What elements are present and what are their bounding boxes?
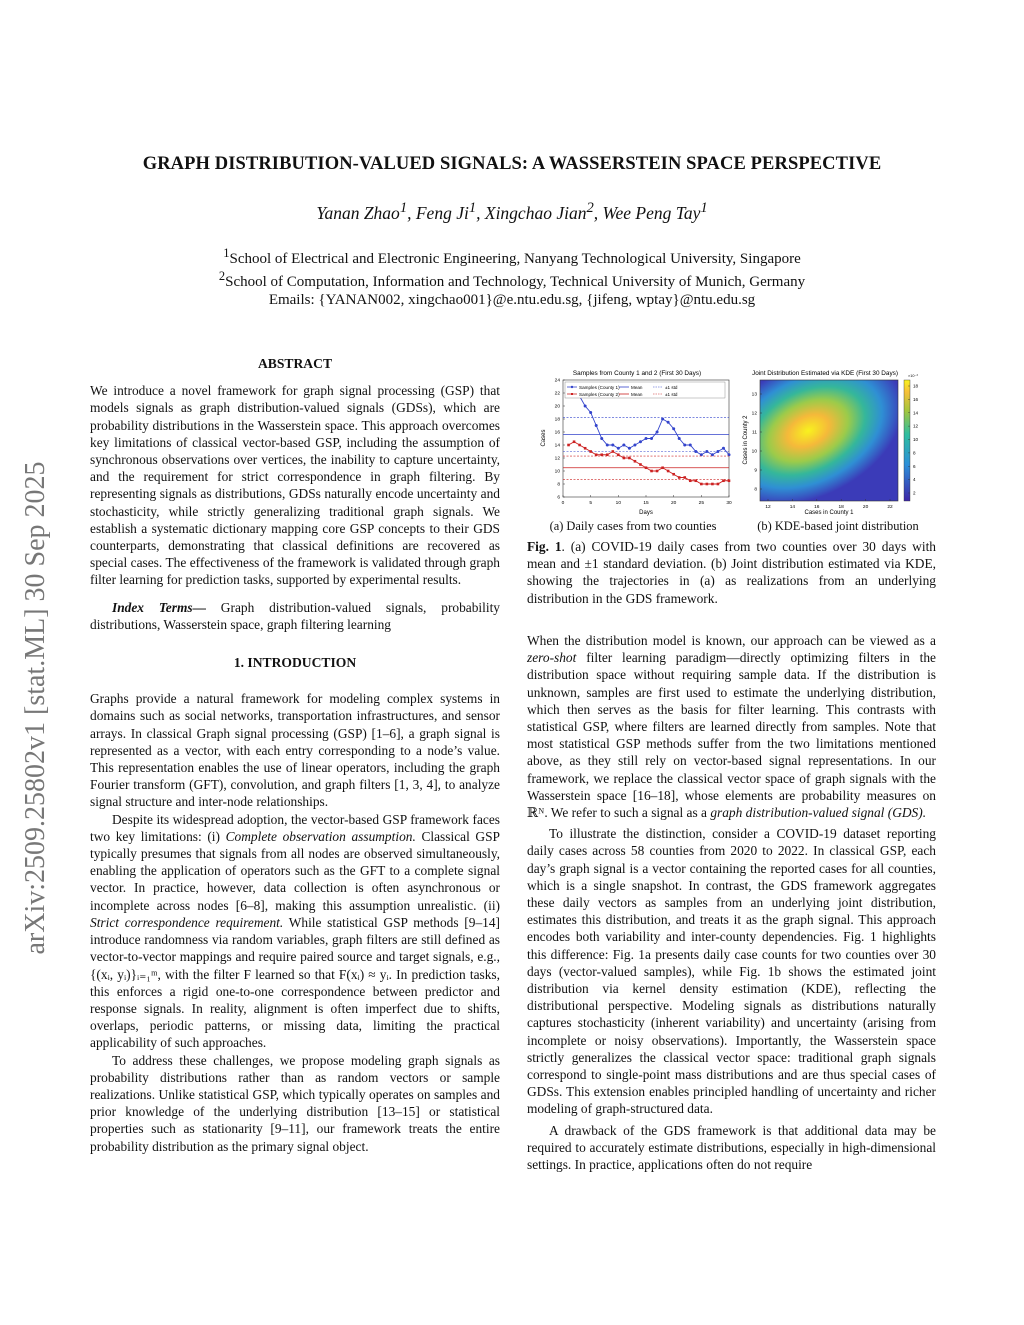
data-point bbox=[656, 431, 659, 434]
y-tick-label: 13 bbox=[751, 392, 757, 398]
data-point bbox=[689, 479, 692, 482]
colorbar-tick-label: 4 bbox=[913, 477, 916, 483]
data-point bbox=[628, 457, 631, 460]
legend-entry: ±1 std bbox=[665, 392, 678, 397]
intro-paragraph: Despite its widespread adoption, the vector-based GSP framework faces two key limitations: (i) Complete observation assumption. Classical GSP typically presumes that signals from all nodes are observed simultaneously, enabling the application of operators such as the GFT to a complete signal vector. In practice, however, data collection is often asynchronous or incomplete across nodes [6–8], making this assumption unrealistic. (ii) Strict correspondence requirement. While statistical GSP methods [9–14] introduce randomness via random variables, graph filters are still defined as vector-to-vector mappings and require paired source and target signals, e.g., {(xᵢ, yᵢ)}ᵢ₌₁ᵐ, with the filter F learned so that F(xᵢ) ≈ yᵢ. In prediction tasks, this enforces a rigid one-to-one correspondence between predictor and response signals. In reality, alignment is often imperfect due to shifts, overlaps, periodic patterns, or missing data, limiting the practical applicability of such approaches. bbox=[90, 811, 500, 1051]
data-point bbox=[628, 447, 631, 450]
data-point bbox=[600, 437, 603, 440]
data-point bbox=[589, 450, 592, 453]
y-tick-label: 14 bbox=[554, 443, 560, 449]
chart-a bbox=[533, 366, 733, 516]
chart-b bbox=[738, 366, 938, 516]
affiliation: $^2$School of Computation, Information and Technology, Technical University of Munich, Germany bbox=[218, 269, 806, 290]
colorbar bbox=[904, 380, 910, 501]
data-point bbox=[617, 453, 620, 456]
x-tick-label: 5 bbox=[589, 501, 593, 506]
chart-b-ylabel: Cases in County 2 bbox=[743, 415, 749, 465]
series-line bbox=[569, 442, 729, 484]
author: Feng Ji bbox=[415, 202, 469, 223]
data-point bbox=[672, 473, 675, 476]
y-tick-label: 16 bbox=[554, 430, 560, 436]
colorbar-tick-label: 18 bbox=[913, 383, 919, 389]
y-tick-label: 10 bbox=[751, 449, 757, 455]
y-tick-label: 6 bbox=[557, 495, 560, 501]
figure-caption: Fig. 1. (a) COVID-19 daily cases from two counties over 30 days with mean and ±1 standard deviation. (b) Joint distribution estimated via KDE, showing the trajectories in (a) as realizations from an underlying distribution in the GDS framework. bbox=[527, 539, 936, 606]
data-point bbox=[617, 447, 620, 450]
chart-a-ylabel: Cases bbox=[541, 429, 547, 447]
colorbar-tick-label: 10 bbox=[913, 437, 919, 443]
colorbar-tick-label: 16 bbox=[913, 396, 919, 402]
y-tick-label: 8 bbox=[754, 487, 757, 493]
author: Yanan Zhao bbox=[316, 202, 400, 223]
colorbar-tick-label: 12 bbox=[913, 423, 919, 429]
data-point bbox=[689, 444, 692, 447]
colorbar-tick-label: 2 bbox=[913, 490, 916, 496]
author: Wee Peng Tay bbox=[602, 202, 701, 223]
y-tick-label: 8 bbox=[557, 482, 560, 488]
data-point bbox=[622, 444, 625, 447]
y-tick-label: 12 bbox=[751, 411, 757, 417]
data-point bbox=[683, 476, 686, 479]
intro-paragraph: Graphs provide a natural framework for modeling complex systems in domains such as social networks, transportation infrastructures, and sensor arrays. In classical Graph signal processing (GSP) [1–6], a graph signal is represented as a vector, with each entry corresponding to a node’s value. This representation enables the use of linear operators, including the graph Fourier transform (GFT), convolution, and graph filters [1, 3, 4], to analyze signal structure and inter-node relationships. bbox=[90, 691, 500, 810]
legend-entry: ±1 std bbox=[665, 385, 678, 390]
body-paragraph: A drawback of the GDS framework is that additional data may be required to accurately estimate distributions, especially in high-dimensional settings. In practice, applications often do not require bbox=[527, 1122, 936, 1173]
data-point bbox=[567, 444, 570, 447]
intro-paragraph: To address these challenges, we propose modeling graph signals as probability distributions rather than as random vectors or sample realizations. Unlike statistical GSP, which typically operates on samples and prior knowledge of the underlying distribution [13–15] or statistical properties such as stationarity [9–11], our framework treats the entire probability distribution as the primary signal object. bbox=[90, 1052, 500, 1154]
data-point bbox=[612, 450, 615, 453]
x-tick-label: 16 bbox=[814, 505, 820, 510]
x-tick-label: 14 bbox=[789, 505, 796, 510]
x-tick-label: 20 bbox=[670, 501, 677, 506]
data-point bbox=[639, 440, 642, 443]
data-point bbox=[584, 405, 587, 408]
y-tick-label: 22 bbox=[554, 391, 560, 397]
data-point bbox=[717, 483, 720, 486]
data-point bbox=[678, 476, 681, 479]
data-point bbox=[573, 440, 576, 443]
emails: Emails: {YANAN002, xingchao001}@e.ntu.edu.sg, {jifeng, wptay}@ntu.edu.sg bbox=[268, 292, 756, 308]
paper-title: GRAPH DISTRIBUTION-VALUED SIGNALS: A WASSERSTEIN SPACE PERSPECTIVE bbox=[142, 154, 882, 174]
legend-entry: Samples (County 1) bbox=[579, 385, 620, 390]
affiliation: $^1$School of Electrical and Electronic Engineering, Nanyang Technological University, Singapore bbox=[223, 246, 801, 267]
y-tick-label: 18 bbox=[554, 417, 560, 423]
y-tick-label: 9 bbox=[754, 468, 757, 474]
data-point bbox=[650, 437, 653, 440]
data-point bbox=[584, 447, 587, 450]
chart-b-title: Joint Distribution Estimated via KDE (First 30 Days) bbox=[752, 370, 898, 377]
data-point bbox=[695, 479, 698, 482]
data-point bbox=[639, 463, 642, 466]
data-point bbox=[678, 437, 681, 440]
data-point bbox=[578, 444, 581, 447]
x-tick-label: 12 bbox=[765, 505, 771, 510]
x-tick-label: 22 bbox=[887, 505, 893, 510]
data-point bbox=[656, 470, 659, 473]
data-point bbox=[645, 437, 648, 440]
x-tick-label: 18 bbox=[838, 505, 844, 510]
intro-heading: 1. INTRODUCTION bbox=[233, 655, 357, 671]
body-paragraph: When the distribution model is known, our approach can be viewed as a zero-shot filter learning paradigm—directly optimizing filters in the distribution space without requiring sample data. If the distribution is unknown, samples are first used to estimate the underlying distribution, which then serves as the basis for filter learning. This contrasts with statistical GSP, where filters are learned directly from samples. Note that most statistical GSP methods suffer from the two limitations mentioned above, as they still rely on vector-based signal representations. In our framework, we replace the classical vector space of graph signals with the Wasserstein space [16–18], whose elements are probability measures on ℝᴺ. We refer to such a signal as a graph distribution-valued signal (GDS). bbox=[527, 633, 936, 821]
colorbar-tick-label: 8 bbox=[913, 450, 916, 456]
data-point bbox=[728, 479, 731, 482]
subcaption-a: (a) Daily cases from two counties bbox=[549, 519, 717, 533]
author-list: Yanan Zhao$^1$, Feng Ji$^1$, Xingchao Jian$^2$, Wee Peng Tay$^1$ bbox=[316, 200, 708, 223]
data-point bbox=[711, 483, 714, 486]
legend-entry: Samples (County 2) bbox=[579, 392, 620, 397]
data-point bbox=[606, 444, 609, 447]
data-point bbox=[606, 453, 609, 456]
data-point bbox=[667, 470, 670, 473]
data-point bbox=[722, 479, 725, 482]
left-column bbox=[90, 355, 500, 1155]
x-tick-label: 20 bbox=[862, 505, 869, 510]
legend-entry: Mean bbox=[631, 392, 643, 397]
author: Xingchao Jian bbox=[484, 202, 587, 223]
data-point bbox=[633, 444, 636, 447]
data-point bbox=[645, 466, 648, 469]
data-point bbox=[623, 457, 626, 460]
body-paragraph: To illustrate the distinction, consider a COVID-19 dataset reporting daily cases across 58 counties from 2020 to 2022. In classical GSP, each day’s graph signal is a vector containing the reported cases for all counties, which is a single snapshot. In contrast, the GDS framework aggregates these daily vectors as samples from an underlying joint distribution, estimates this distribution, and treats it as the graph signal. This approach encodes both variability and inter-county dependencies. Fig. 1 highlights this difference: Fig. 1a presents daily case counts for two counties over 30 days (vector-valued samples), while Fig. 1b shows the estimated joint distribution via kernel density estimation (KDE), reflecting the distributional perspective. Modeling signals as distributions naturally captures stochasticity (inherent variability) and uncertainty (arising from incomplete or noisy observations). Importantly, the Wasserstein space strictly generalizes the classical vector space: traditional graph signals correspond to single-point mass distributions and are thus special cases of GDSs. This extension enables principled handling of uncertainty and richer modeling of graph-structured data. bbox=[527, 826, 936, 1117]
y-tick-label: 24 bbox=[554, 378, 560, 384]
colorbar-tick-label: 6 bbox=[913, 463, 916, 469]
data-point bbox=[683, 444, 686, 447]
x-tick-label: 30 bbox=[726, 501, 732, 506]
arxiv-stamp: arXiv:2509.25802v1 [stat.ML] 30 Sep 2025 bbox=[20, 461, 51, 955]
y-tick-label: 11 bbox=[752, 430, 757, 436]
x-tick-label: 10 bbox=[615, 501, 622, 506]
chart-a-title: Samples from County 1 and 2 (First 30 Days) bbox=[572, 370, 702, 377]
data-point bbox=[705, 450, 708, 453]
data-point bbox=[667, 421, 670, 424]
data-point bbox=[694, 450, 697, 453]
data-point bbox=[650, 470, 653, 473]
data-point bbox=[672, 427, 675, 430]
x-tick-label: 25 bbox=[698, 501, 705, 506]
data-point bbox=[661, 466, 664, 469]
index-terms: Index Terms— Graph distribution-valued signals, probability distributions, Wasserstein space, graph filtering learning bbox=[90, 599, 501, 632]
abstract-text: We introduce a novel framework for graph signal processing (GSP) that models signals as graph distribution-valued signals (GDSs), which are probability distributions in the Wasserstein space. This approach overcomes key limitations of classical vector-based GSP, including the assumption of synchronous observations over vertices, the inability to capture uncertainty, and the requirement for strict correspondence in graph filtering. By representing signals as distributions, GDSs naturally encode uncertainty and stochasticity, while strictly generalizing traditional graph signals. We establish a systematic dictionary mapping core GSP concepts to their GDS counterparts, demonstrating that classical definitions are recovered as special cases. The effectiveness of the framework is validated through graph filter learning for prediction tasks, supported by experimental results. bbox=[90, 383, 500, 588]
chart-a-xlabel: Days bbox=[639, 510, 653, 516]
x-tick-label: 0 bbox=[561, 501, 565, 506]
legend-entry: Mean bbox=[631, 385, 643, 390]
data-point bbox=[589, 411, 592, 414]
data-point bbox=[595, 424, 598, 427]
colorbar-scale: ×10⁻³ bbox=[908, 374, 918, 378]
data-point bbox=[634, 460, 637, 463]
chart-b-xlabel: Cases in County 1 bbox=[804, 510, 854, 516]
data-point bbox=[611, 444, 614, 447]
y-tick-label: 10 bbox=[554, 469, 560, 475]
chart-a-legend bbox=[565, 382, 725, 398]
x-tick-label: 15 bbox=[643, 501, 649, 506]
data-point bbox=[722, 447, 725, 450]
data-point bbox=[595, 453, 598, 456]
subcaption-b: (b) KDE-based joint distribution bbox=[757, 519, 919, 533]
colorbar-tick-label: 14 bbox=[913, 410, 919, 416]
data-point bbox=[700, 483, 703, 486]
data-point bbox=[706, 483, 709, 486]
right-column bbox=[527, 632, 936, 1173]
y-tick-label: 12 bbox=[554, 456, 560, 462]
data-point bbox=[661, 418, 664, 421]
abstract-heading: ABSTRACT bbox=[257, 356, 333, 371]
y-tick-label: 20 bbox=[554, 404, 560, 410]
data-point bbox=[600, 453, 603, 456]
data-point bbox=[716, 450, 719, 453]
kde-density bbox=[760, 380, 898, 501]
